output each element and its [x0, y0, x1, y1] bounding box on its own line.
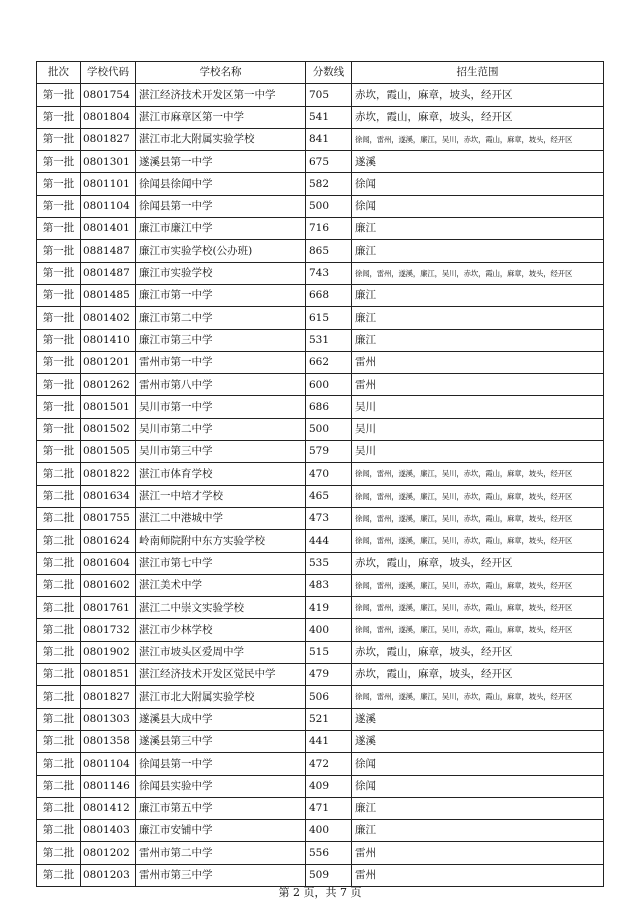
- school-code-cell: 0801505: [81, 441, 136, 463]
- score-cell: 865: [306, 240, 352, 262]
- school-name-cell: 廉江市廉江中学: [136, 218, 306, 240]
- header-score-line: 分数线: [306, 62, 352, 84]
- table-row: [37, 574, 604, 596]
- score-cell: 615: [306, 307, 352, 329]
- range-cell: 赤坎，霞山，麻章，坡头，经开区: [352, 106, 604, 128]
- school-name-cell: 遂溪县第一中学: [136, 151, 306, 173]
- school-code-cell: 0801487: [81, 262, 136, 284]
- batch-cell: 第二批: [37, 485, 81, 507]
- page-footer: 第 2 页，共 7 页: [278, 886, 362, 899]
- school-code-cell: 0801485: [81, 284, 136, 306]
- school-name-cell: 湛江市坡头区爱周中学: [136, 641, 306, 663]
- school-name-cell: 廉江市实验学校(公办班): [136, 240, 306, 262]
- school-code-cell: 0801104: [81, 195, 136, 217]
- admission-score-table: [36, 61, 604, 887]
- school-code-cell: 0801262: [81, 374, 136, 396]
- range-cell: 徐闻，雷州，遂溪，廉江，吴川，赤坎，霞山，麻章，坡头，经开区: [352, 574, 604, 596]
- range-cell: 赤坎，霞山，麻章，坡头，经开区: [352, 552, 604, 574]
- table-row: [37, 552, 604, 574]
- school-name-cell: 岭南师院附中东方实验学校: [136, 530, 306, 552]
- batch-cell: 第一批: [37, 351, 81, 373]
- table-row: [37, 842, 604, 864]
- batch-cell: 第二批: [37, 686, 81, 708]
- score-cell: 465: [306, 485, 352, 507]
- school-code-cell: 0801732: [81, 619, 136, 641]
- score-cell: 500: [306, 195, 352, 217]
- school-name-cell: 吴川市第一中学: [136, 396, 306, 418]
- score-cell: 841: [306, 128, 352, 150]
- school-name-cell: 湛江经济技术开发区第一中学: [136, 84, 306, 106]
- table-row: [37, 753, 604, 775]
- batch-cell: 第一批: [37, 418, 81, 440]
- table-row: [37, 820, 604, 842]
- school-name-cell: 吴川市第三中学: [136, 441, 306, 463]
- header-row: [37, 62, 604, 84]
- table-row: [37, 730, 604, 752]
- score-cell: 509: [306, 864, 352, 886]
- batch-cell: 第一批: [37, 218, 81, 240]
- range-cell: 徐闻: [352, 753, 604, 775]
- range-cell: 廉江: [352, 240, 604, 262]
- batch-cell: 第一批: [37, 240, 81, 262]
- score-cell: 515: [306, 641, 352, 663]
- table-row: [37, 329, 604, 351]
- school-name-cell: 雷州市第一中学: [136, 351, 306, 373]
- school-name-cell: 湛江市少林学校: [136, 619, 306, 641]
- batch-cell: 第一批: [37, 106, 81, 128]
- table-row: [37, 485, 604, 507]
- score-cell: 400: [306, 820, 352, 842]
- school-name-cell: 雷州市第二中学: [136, 842, 306, 864]
- school-name-cell: 湛江市体育学校: [136, 463, 306, 485]
- table-row: [37, 396, 604, 418]
- score-cell: 743: [306, 262, 352, 284]
- batch-cell: 第二批: [37, 641, 81, 663]
- range-cell: 吴川: [352, 396, 604, 418]
- header-batch: 批次: [37, 62, 81, 84]
- batch-cell: 第一批: [37, 195, 81, 217]
- range-cell: 徐闻，雷州，遂溪，廉江，吴川，赤坎，霞山，麻章，坡头，经开区: [352, 597, 604, 619]
- school-name-cell: 湛江市麻章区第一中学: [136, 106, 306, 128]
- batch-cell: 第二批: [37, 463, 81, 485]
- score-cell: 535: [306, 552, 352, 574]
- school-name-cell: 湛江美术中学: [136, 574, 306, 596]
- school-name-cell: 湛江二中港城中学: [136, 507, 306, 529]
- batch-cell: 第一批: [37, 441, 81, 463]
- table-row: [37, 418, 604, 440]
- school-code-cell: 0801104: [81, 753, 136, 775]
- table-row: [37, 307, 604, 329]
- batch-cell: 第二批: [37, 820, 81, 842]
- batch-cell: 第一批: [37, 307, 81, 329]
- school-code-cell: 0801902: [81, 641, 136, 663]
- range-cell: 徐闻，雷州，遂溪，廉江，吴川，赤坎，霞山，麻章，坡头，经开区: [352, 530, 604, 552]
- table-row: [37, 351, 604, 373]
- school-name-cell: 徐闻县第一中学: [136, 753, 306, 775]
- school-code-cell: 0801804: [81, 106, 136, 128]
- school-name-cell: 廉江市第一中学: [136, 284, 306, 306]
- score-cell: 531: [306, 329, 352, 351]
- table-row: [37, 128, 604, 150]
- school-name-cell: 湛江市北大附属实验学校: [136, 128, 306, 150]
- school-name-cell: 湛江经济技术开发区觉民中学: [136, 664, 306, 686]
- school-code-cell: 0801602: [81, 574, 136, 596]
- batch-cell: 第一批: [37, 396, 81, 418]
- header-school-name: 学校名称: [136, 62, 306, 84]
- range-cell: 吴川: [352, 418, 604, 440]
- score-cell: 705: [306, 84, 352, 106]
- score-cell: 483: [306, 574, 352, 596]
- range-cell: 廉江: [352, 329, 604, 351]
- range-cell: 廉江: [352, 284, 604, 306]
- score-cell: 662: [306, 351, 352, 373]
- score-cell: 444: [306, 530, 352, 552]
- school-code-cell: 0801827: [81, 128, 136, 150]
- table-row: [37, 284, 604, 306]
- batch-cell: 第二批: [37, 574, 81, 596]
- score-cell: 521: [306, 708, 352, 730]
- school-name-cell: 雷州市第三中学: [136, 864, 306, 886]
- score-cell: 441: [306, 730, 352, 752]
- batch-cell: 第二批: [37, 753, 81, 775]
- school-code-cell: 0801761: [81, 597, 136, 619]
- school-code-cell: 0801634: [81, 485, 136, 507]
- table-row: [37, 641, 604, 663]
- score-cell: 473: [306, 507, 352, 529]
- school-code-cell: 0801358: [81, 730, 136, 752]
- school-code-cell: 0801203: [81, 864, 136, 886]
- range-cell: 徐闻，雷州，遂溪，廉江，吴川，赤坎，霞山，麻章，坡头，经开区: [352, 619, 604, 641]
- range-cell: 赤坎，霞山，麻章，坡头，经开区: [352, 84, 604, 106]
- range-cell: 廉江: [352, 307, 604, 329]
- range-cell: 廉江: [352, 218, 604, 240]
- school-code-cell: 0801827: [81, 686, 136, 708]
- range-cell: 徐闻，雷州，遂溪，廉江，吴川，赤坎，霞山，麻章，坡头，经开区: [352, 463, 604, 485]
- school-code-cell: 0801754: [81, 84, 136, 106]
- header-school-code: 学校代码: [81, 62, 136, 84]
- header-enrollment-range: 招生范围: [352, 62, 604, 84]
- school-name-cell: 廉江市第五中学: [136, 797, 306, 819]
- table-body: [37, 84, 604, 887]
- batch-cell: 第一批: [37, 128, 81, 150]
- table-row: [37, 106, 604, 128]
- batch-cell: 第二批: [37, 664, 81, 686]
- table-row: [37, 775, 604, 797]
- school-name-cell: 湛江二中崇文实验学校: [136, 597, 306, 619]
- school-code-cell: 0801604: [81, 552, 136, 574]
- table-row: [37, 441, 604, 463]
- range-cell: 徐闻: [352, 775, 604, 797]
- range-cell: 雷州: [352, 374, 604, 396]
- batch-cell: 第二批: [37, 530, 81, 552]
- batch-cell: 第二批: [37, 597, 81, 619]
- table-row: [37, 151, 604, 173]
- table-row: [37, 686, 604, 708]
- batch-cell: 第二批: [37, 730, 81, 752]
- school-code-cell: 0801822: [81, 463, 136, 485]
- school-name-cell: 廉江市安铺中学: [136, 820, 306, 842]
- school-name-cell: 湛江市第七中学: [136, 552, 306, 574]
- table-row: [37, 240, 604, 262]
- batch-cell: 第一批: [37, 151, 81, 173]
- range-cell: 吴川: [352, 441, 604, 463]
- school-code-cell: 0801301: [81, 151, 136, 173]
- table-row: [37, 708, 604, 730]
- table-row: [37, 507, 604, 529]
- score-cell: 675: [306, 151, 352, 173]
- range-cell: 雷州: [352, 351, 604, 373]
- batch-cell: 第二批: [37, 552, 81, 574]
- school-name-cell: 廉江市第二中学: [136, 307, 306, 329]
- range-cell: 廉江: [352, 820, 604, 842]
- range-cell: 雷州: [352, 842, 604, 864]
- score-cell: 400: [306, 619, 352, 641]
- school-code-cell: 0801624: [81, 530, 136, 552]
- school-code-cell: 0801402: [81, 307, 136, 329]
- school-code-cell: 0801410: [81, 329, 136, 351]
- score-cell: 600: [306, 374, 352, 396]
- school-name-cell: 廉江市第三中学: [136, 329, 306, 351]
- table-row: [37, 195, 604, 217]
- table-row: [37, 218, 604, 240]
- school-code-cell: 0801303: [81, 708, 136, 730]
- school-name-cell: 遂溪县大成中学: [136, 708, 306, 730]
- range-cell: 遂溪: [352, 151, 604, 173]
- school-name-cell: 徐闻县实验中学: [136, 775, 306, 797]
- school-code-cell: 0801501: [81, 396, 136, 418]
- school-code-cell: 0801101: [81, 173, 136, 195]
- batch-cell: 第二批: [37, 842, 81, 864]
- table-row: [37, 797, 604, 819]
- table-row: [37, 173, 604, 195]
- range-cell: 徐闻，雷州，遂溪，廉江，吴川，赤坎，霞山，麻章，坡头，经开区: [352, 485, 604, 507]
- school-name-cell: 徐闻县徐闻中学: [136, 173, 306, 195]
- school-code-cell: 0801201: [81, 351, 136, 373]
- range-cell: 廉江: [352, 797, 604, 819]
- table-row: [37, 619, 604, 641]
- batch-cell: 第一批: [37, 374, 81, 396]
- table-row: [37, 597, 604, 619]
- table-row: [37, 530, 604, 552]
- range-cell: 徐闻，雷州，遂溪，廉江，吴川，赤坎，霞山，麻章，坡头，经开区: [352, 128, 604, 150]
- score-cell: 541: [306, 106, 352, 128]
- batch-cell: 第二批: [37, 619, 81, 641]
- school-code-cell: 0801851: [81, 664, 136, 686]
- batch-cell: 第二批: [37, 797, 81, 819]
- score-cell: 419: [306, 597, 352, 619]
- school-code-cell: 0801412: [81, 797, 136, 819]
- school-code-cell: 0801755: [81, 507, 136, 529]
- range-cell: 徐闻: [352, 195, 604, 217]
- batch-cell: 第二批: [37, 708, 81, 730]
- school-name-cell: 徐闻县第一中学: [136, 195, 306, 217]
- range-cell: 遂溪: [352, 730, 604, 752]
- table-row: [37, 84, 604, 106]
- range-cell: 遂溪: [352, 708, 604, 730]
- score-cell: 686: [306, 396, 352, 418]
- range-cell: 徐闻，雷州，遂溪，廉江，吴川，赤坎，霞山，麻章，坡头，经开区: [352, 262, 604, 284]
- school-name-cell: 雷州市第八中学: [136, 374, 306, 396]
- range-cell: 雷州: [352, 864, 604, 886]
- score-cell: 409: [306, 775, 352, 797]
- batch-cell: 第一批: [37, 329, 81, 351]
- table-row: [37, 463, 604, 485]
- score-cell: 556: [306, 842, 352, 864]
- score-cell: 582: [306, 173, 352, 195]
- score-cell: 579: [306, 441, 352, 463]
- range-cell: 徐闻，雷州，遂溪，廉江，吴川，赤坎，霞山，麻章，坡头，经开区: [352, 507, 604, 529]
- score-cell: 470: [306, 463, 352, 485]
- school-name-cell: 廉江市实验学校: [136, 262, 306, 284]
- table-row: [37, 374, 604, 396]
- batch-cell: 第一批: [37, 284, 81, 306]
- school-code-cell: 0801403: [81, 820, 136, 842]
- table-row: [37, 664, 604, 686]
- range-cell: 赤坎，霞山，麻章，坡头，经开区: [352, 641, 604, 663]
- score-cell: 472: [306, 753, 352, 775]
- school-name-cell: 吴川市第二中学: [136, 418, 306, 440]
- score-cell: 506: [306, 686, 352, 708]
- table-row: [37, 262, 604, 284]
- school-name-cell: 湛江市北大附属实验学校: [136, 686, 306, 708]
- score-cell: 716: [306, 218, 352, 240]
- school-code-cell: 0801401: [81, 218, 136, 240]
- table-header: [37, 62, 604, 84]
- range-cell: 赤坎，霞山，麻章，坡头，经开区: [352, 664, 604, 686]
- school-name-cell: 湛江一中培才学校: [136, 485, 306, 507]
- batch-cell: 第一批: [37, 262, 81, 284]
- batch-cell: 第二批: [37, 775, 81, 797]
- batch-cell: 第一批: [37, 84, 81, 106]
- score-cell: 500: [306, 418, 352, 440]
- range-cell: 徐闻，雷州，遂溪，廉江，吴川，赤坎，霞山，麻章，坡头，经开区: [352, 686, 604, 708]
- range-cell: 徐闻: [352, 173, 604, 195]
- batch-cell: 第一批: [37, 173, 81, 195]
- school-code-cell: 0881487: [81, 240, 136, 262]
- school-code-cell: 0801202: [81, 842, 136, 864]
- batch-cell: 第二批: [37, 507, 81, 529]
- batch-cell: 第二批: [37, 864, 81, 886]
- school-name-cell: 遂溪县第三中学: [136, 730, 306, 752]
- score-cell: 668: [306, 284, 352, 306]
- school-code-cell: 0801146: [81, 775, 136, 797]
- score-cell: 479: [306, 664, 352, 686]
- score-cell: 471: [306, 797, 352, 819]
- school-code-cell: 0801502: [81, 418, 136, 440]
